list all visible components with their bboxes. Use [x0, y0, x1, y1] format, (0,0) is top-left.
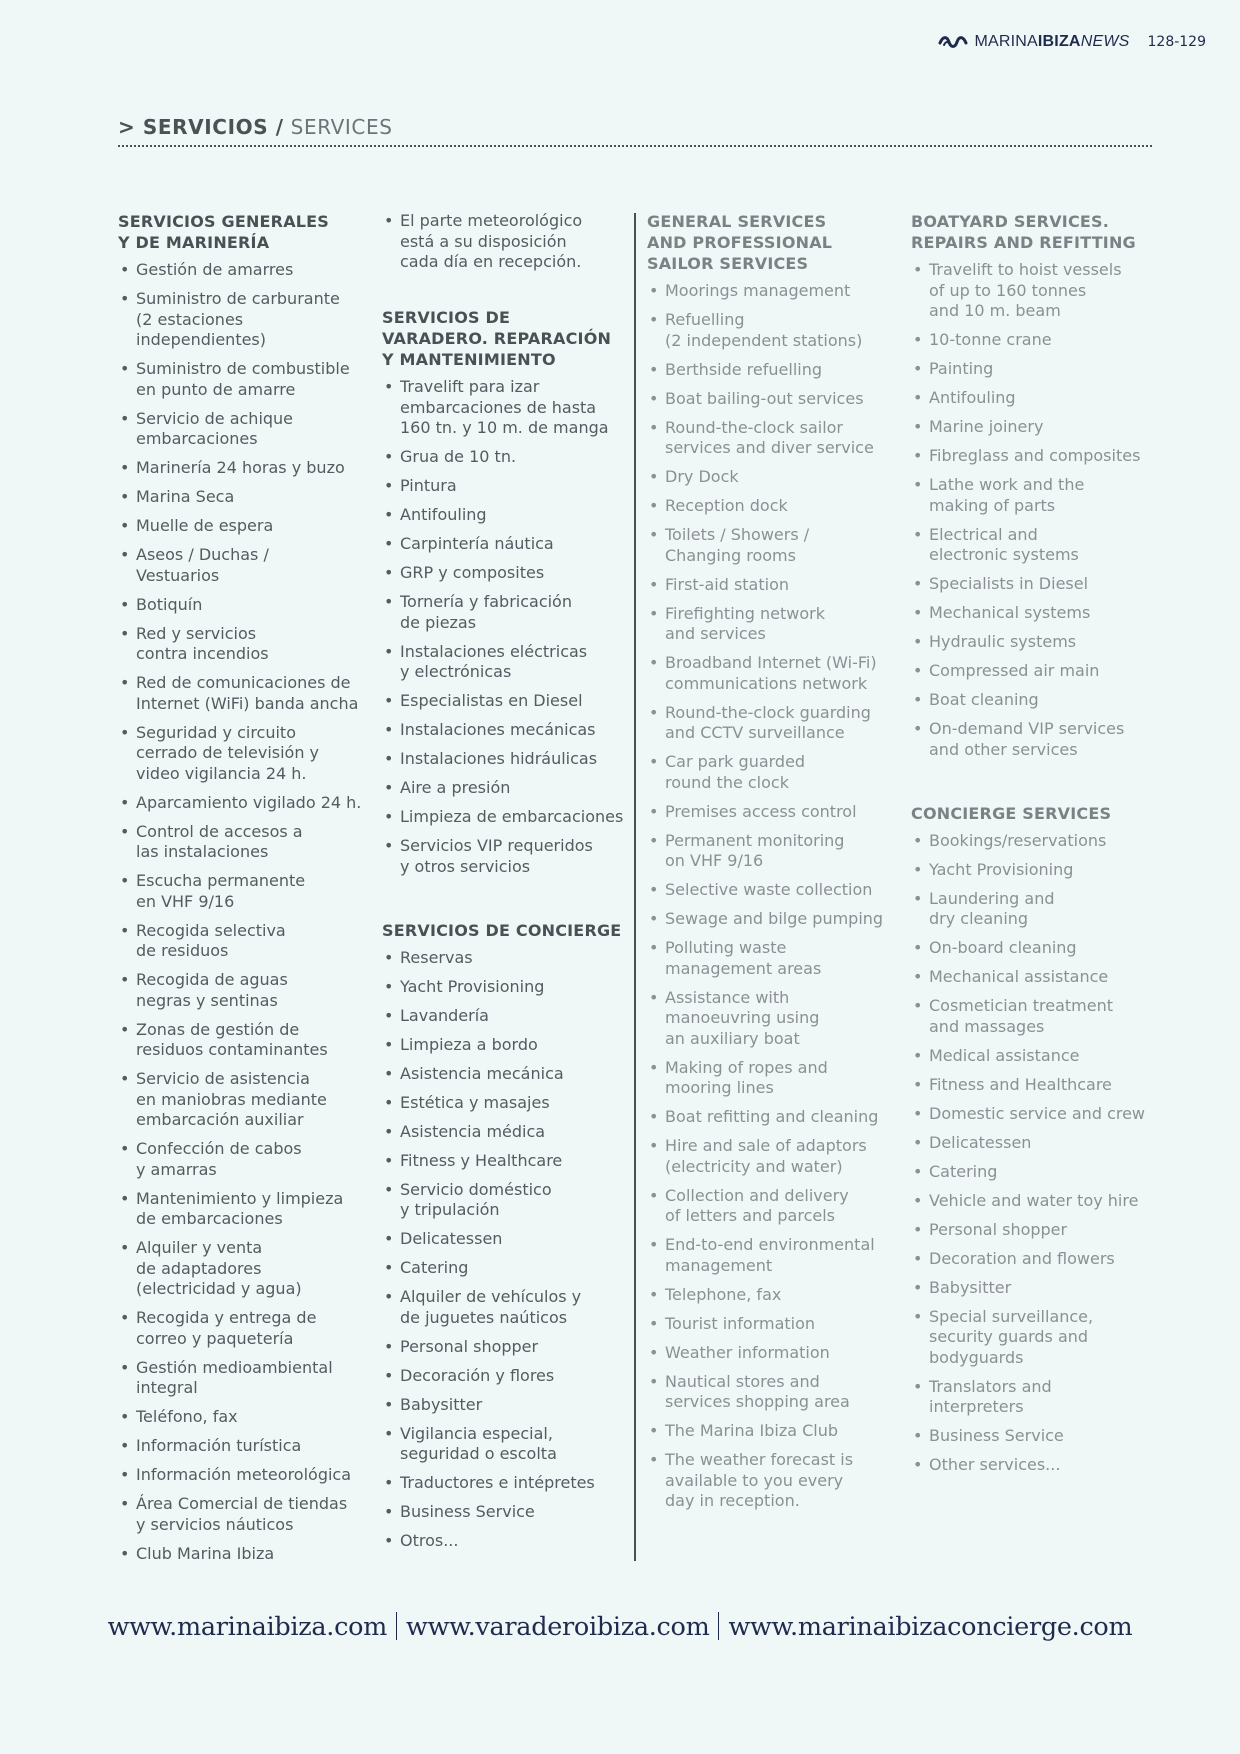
- list-item: • Recogida y entrega de correo y paquetería: [118, 1308, 368, 1349]
- list-item: • Delicatessen: [382, 1229, 634, 1250]
- page-header: [938, 33, 1206, 51]
- page-numbers: 128-129: [1147, 34, 1206, 50]
- column-boatyard-concierge-en: [911, 211, 1161, 1484]
- footer-separator: [396, 1612, 397, 1640]
- list-item: • Yacht Provisioning: [911, 860, 1161, 881]
- list-item: • Alquiler de vehículos y de juguetes naúticos: [382, 1287, 634, 1328]
- list-item: • Decoración y flores: [382, 1366, 634, 1387]
- list-item: • Sewage and bilge pumping: [647, 909, 899, 930]
- list-item: • Reservas: [382, 948, 634, 969]
- list-item: • Tornería y fabricación de piezas: [382, 592, 634, 633]
- list-item: • Round-the-clock sailor services and diver service: [647, 418, 899, 459]
- service-list: [118, 260, 368, 1564]
- list-item: • Recogida de aguas negras y sentinas: [118, 970, 368, 1011]
- list-item: • Fibreglass and composites: [911, 446, 1161, 467]
- footer-links: [0, 1612, 1240, 1642]
- list-item: • Gestión de amarres: [118, 260, 368, 281]
- list-item: • Nautical stores and services shopping area: [647, 1372, 899, 1413]
- list-item: • Vigilancia especial, seguridad o escolta: [382, 1424, 634, 1465]
- list-item: • First-aid station: [647, 575, 899, 596]
- list-item: • Hydraulic systems: [911, 632, 1161, 653]
- list-item: • Catering: [382, 1258, 634, 1279]
- service-list: [647, 281, 899, 1512]
- service-list: [911, 260, 1161, 760]
- list-item: • Instalaciones eléctricas y electrónicas: [382, 642, 634, 683]
- list-item: • Travelift para izar embarcaciones de hasta 160 tn. y 10 m. de manga: [382, 377, 634, 439]
- list-item: • Pintura: [382, 476, 634, 497]
- list-item: • Babysitter: [382, 1395, 634, 1416]
- list-item: • Broadband Internet (Wi-Fi) communications network: [647, 653, 899, 694]
- list-item: • Painting: [911, 359, 1161, 380]
- list-item: • Weather information: [647, 1343, 899, 1364]
- list-item: • Marina Seca: [118, 487, 368, 508]
- brand-logo: [938, 33, 1129, 51]
- list-item: • Información turística: [118, 1436, 368, 1457]
- section-title-spanish: > SERVICIOS /: [118, 115, 284, 139]
- list-item: • Personal shopper: [382, 1337, 634, 1358]
- website-link-concierge[interactable]: www.marinaibizaconcierge.com: [728, 1612, 1133, 1642]
- list-item: • Escucha permanente en VHF 9/16: [118, 871, 368, 912]
- section-heading: [118, 115, 1152, 147]
- list-item: • Teléfono, fax: [118, 1407, 368, 1428]
- list-item: • Instalaciones hidráulicas: [382, 749, 634, 770]
- block-title: SERVICIOS DE CONCIERGE: [382, 920, 622, 940]
- list-item: • Car park guarded round the clock: [647, 752, 899, 793]
- list-item: • Babysitter: [911, 1278, 1161, 1299]
- column-divider: [634, 213, 636, 1561]
- column-general-services-en: [647, 211, 899, 1520]
- list-item: • Boat refitting and cleaning: [647, 1107, 899, 1128]
- list-item: • Catering: [911, 1162, 1161, 1183]
- list-item: • Instalaciones mecánicas: [382, 720, 634, 741]
- list-item: • Tourist information: [647, 1314, 899, 1335]
- list-item: • Estética y masajes: [382, 1093, 634, 1114]
- website-link-marina[interactable]: www.marinaibiza.com: [107, 1612, 388, 1642]
- list-item: • On-board cleaning: [911, 938, 1161, 959]
- list-item: • Boat bailing-out services: [647, 389, 899, 410]
- list-item: • Seguridad y circuito cerrado de televisión y video vigilancia 24 h.: [118, 723, 368, 785]
- list-item: • Polluting waste management areas: [647, 938, 899, 979]
- list-item: • Marinería 24 horas y buzo: [118, 458, 368, 479]
- list-item: • Información meteorológica: [118, 1465, 368, 1486]
- list-item: • The weather forecast is available to you every day in reception.: [647, 1450, 899, 1512]
- list-item: • On-demand VIP services and other services: [911, 719, 1161, 760]
- list-item: • Recogida selectiva de residuos: [118, 921, 368, 962]
- list-item: • Aseos / Duchas / Vestuarios: [118, 545, 368, 586]
- list-item: • Carpintería náutica: [382, 534, 634, 555]
- list-item: • Hire and sale of adaptors (electricity and water): [647, 1136, 899, 1177]
- list-item: • Aire a presión: [382, 778, 634, 799]
- list-item: • Antifouling: [911, 388, 1161, 409]
- list-item: • End-to-end environmental management: [647, 1235, 899, 1276]
- service-list: [911, 831, 1161, 1476]
- list-item: • Zonas de gestión de residuos contaminantes: [118, 1020, 368, 1061]
- column-boatyard-concierge-es: [382, 211, 634, 1560]
- list-item: • Fitness y Healthcare: [382, 1151, 634, 1172]
- list-item: • Marine joinery: [911, 417, 1161, 438]
- list-item: • Otros...: [382, 1531, 634, 1552]
- list-item: • Servicio doméstico y tripulación: [382, 1180, 634, 1221]
- list-item: • Other services...: [911, 1455, 1161, 1476]
- list-item: • Specialists in Diesel: [911, 574, 1161, 595]
- block-title: SERVICIOS DE VARADERO. REPARACIÓN Y MANTENIMIENTO: [382, 308, 612, 369]
- list-item: • Lavandería: [382, 1006, 634, 1027]
- list-item: • The Marina Ibiza Club: [647, 1421, 899, 1442]
- block-title: GENERAL SERVICES AND PROFESSIONAL SAILOR SERVICES: [647, 212, 833, 273]
- list-item: • Antifouling: [382, 505, 634, 526]
- list-item: • Vehicle and water toy hire: [911, 1191, 1161, 1212]
- section-title-english: SERVICES: [290, 115, 393, 139]
- list-item: • Red de comunicaciones de Internet (WiFi) banda ancha: [118, 673, 368, 714]
- list-item: • Round-the-clock guarding and CCTV surveillance: [647, 703, 899, 744]
- footer-separator: [718, 1612, 719, 1640]
- list-item: • Asistencia mecánica: [382, 1064, 634, 1085]
- list-item: • Mantenimiento y limpieza de embarcaciones: [118, 1189, 368, 1230]
- block-title: CONCIERGE SERVICES: [911, 803, 1112, 823]
- list-item: • Mechanical assistance: [911, 967, 1161, 988]
- list-item: • Assistance with manoeuvring using an auxiliary boat: [647, 988, 899, 1050]
- list-item: • Mechanical systems: [911, 603, 1161, 624]
- list-item: • Bookings/reservations: [911, 831, 1161, 852]
- list-item: • Suministro de combustible en punto de amarre: [118, 359, 368, 400]
- list-item: • 10-tonne crane: [911, 330, 1161, 351]
- list-item: • Translators and interpreters: [911, 1377, 1161, 1418]
- list-item: • Muelle de espera: [118, 516, 368, 537]
- list-item: • Collection and delivery of letters and parcels: [647, 1186, 899, 1227]
- list-item: • Personal shopper: [911, 1220, 1161, 1241]
- list-item: • Traductores e intépretes: [382, 1473, 634, 1494]
- list-item: • Telephone, fax: [647, 1285, 899, 1306]
- list-item: • Medical assistance: [911, 1046, 1161, 1067]
- list-item: • Toilets / Showers / Changing rooms: [647, 525, 899, 566]
- list-item: • Yacht Provisioning: [382, 977, 634, 998]
- brand-name: MARINAIBIZANEWS: [974, 33, 1130, 50]
- list-item: • Making of ropes and mooring lines: [647, 1058, 899, 1099]
- list-item: • Decoration and flowers: [911, 1249, 1161, 1270]
- list-item: • Botiquín: [118, 595, 368, 616]
- list-item: • Laundering and dry cleaning: [911, 889, 1161, 930]
- list-item: • Especialistas en Diesel: [382, 691, 634, 712]
- list-item: • Suministro de carburante (2 estaciones independientes): [118, 289, 368, 351]
- list-item: • Premises access control: [647, 802, 899, 823]
- list-item: • Lathe work and the making of parts: [911, 475, 1161, 516]
- list-item: • Limpieza de embarcaciones: [382, 807, 634, 828]
- list-item: • Special surveillance, security guards and bodyguards: [911, 1307, 1161, 1369]
- list-item: • Selective waste collection: [647, 880, 899, 901]
- list-item: • Domestic service and crew: [911, 1104, 1161, 1125]
- list-item: • Berthside refuelling: [647, 360, 899, 381]
- list-item: • Cosmetician treatment and massages: [911, 996, 1161, 1037]
- service-list: [382, 377, 634, 877]
- list-item: • Reception dock: [647, 496, 899, 517]
- list-item: • Área Comercial de tiendas y servicios náuticos: [118, 1494, 368, 1535]
- list-item: • Gestión medioambiental integral: [118, 1358, 368, 1399]
- list-item: • El parte meteorológico está a su disposición cada día en recepción.: [382, 211, 634, 273]
- block-title: SERVICIOS GENERALES Y DE MARINERÍA: [118, 212, 330, 252]
- list-item: • Aparcamiento vigilado 24 h.: [118, 793, 368, 814]
- list-item: • Boat cleaning: [911, 690, 1161, 711]
- list-item: • Travelift to hoist vessels of up to 160 tonnes and 10 m. beam: [911, 260, 1161, 322]
- column-general-services-es: [118, 211, 368, 1573]
- list-item: • Asistencia médica: [382, 1122, 634, 1143]
- list-item: • Permanent monitoring on VHF 9/16: [647, 831, 899, 872]
- list-item: • Refuelling (2 independent stations): [647, 310, 899, 351]
- list-item: • Compressed air main: [911, 661, 1161, 682]
- list-item: • Grua de 10 tn.: [382, 447, 634, 468]
- list-item: • Servicio de achique embarcaciones: [118, 409, 368, 450]
- list-item: • GRP y composites: [382, 563, 634, 584]
- list-item: • Servicios VIP requeridos y otros servicios: [382, 836, 634, 877]
- list-item: • Business Service: [911, 1426, 1161, 1447]
- list-item: • Limpieza a bordo: [382, 1035, 634, 1056]
- list-item: • Confección de cabos y amarras: [118, 1139, 368, 1180]
- website-link-varadero[interactable]: www.varaderoibiza.com: [406, 1612, 710, 1642]
- list-item: • Dry Dock: [647, 467, 899, 488]
- service-list: [382, 211, 634, 273]
- list-item: • Electrical and electronic systems: [911, 525, 1161, 566]
- list-item: • Control de accesos a las instalaciones: [118, 822, 368, 863]
- list-item: • Business Service: [382, 1502, 634, 1523]
- list-item: • Club Marina Ibiza: [118, 1544, 368, 1565]
- list-item: • Servicio de asistencia en maniobras mediante embarcación auxiliar: [118, 1069, 368, 1131]
- block-title: BOATYARD SERVICES. REPAIRS AND REFITTING: [911, 212, 1136, 252]
- list-item: • Moorings management: [647, 281, 899, 302]
- marina-waves-logo-icon: [938, 34, 968, 50]
- list-item: • Fitness and Healthcare: [911, 1075, 1161, 1096]
- list-item: • Delicatessen: [911, 1133, 1161, 1154]
- list-item: • Red y servicios contra incendios: [118, 624, 368, 665]
- list-item: • Alquiler y venta de adaptadores (electricidad y agua): [118, 1238, 368, 1300]
- list-item: • Firefighting network and services: [647, 604, 899, 645]
- service-list: [382, 948, 634, 1552]
